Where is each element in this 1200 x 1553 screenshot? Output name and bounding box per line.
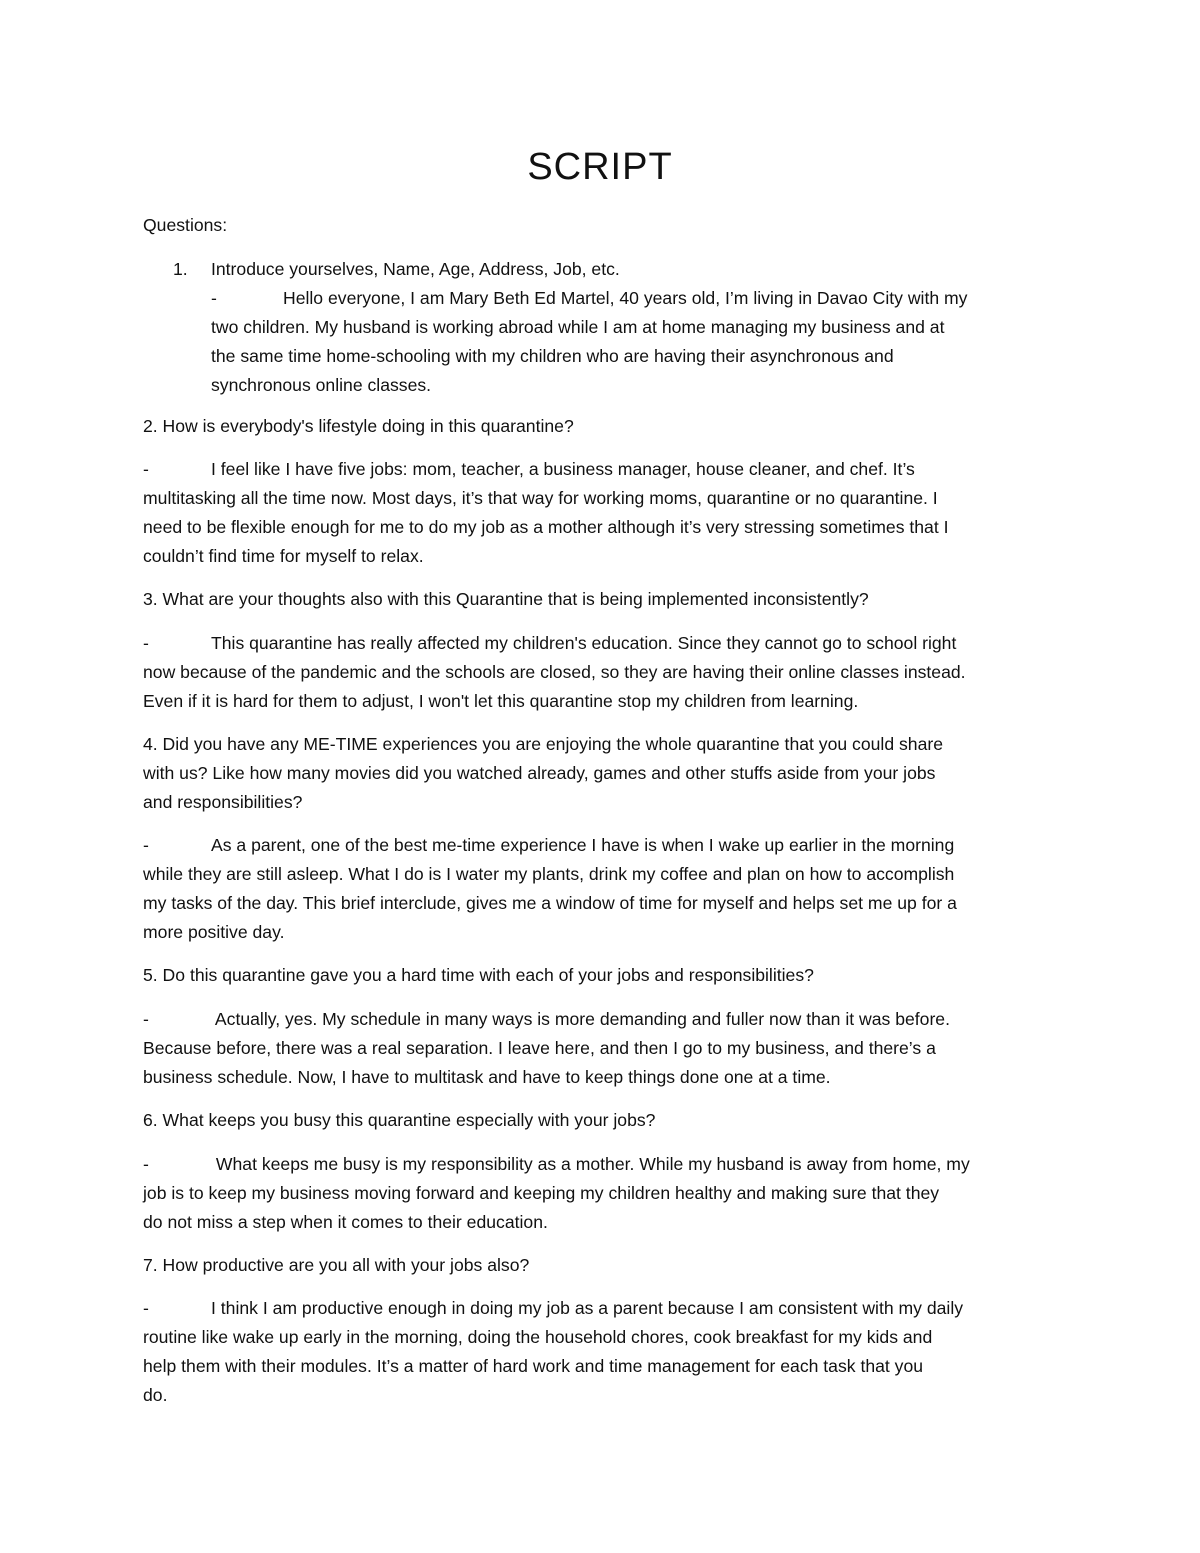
answer-line: need to be flexible enough for me to do my job as a mother although it’s very stressing sometimes that I xyxy=(143,517,949,537)
answer-6 xyxy=(143,1150,1063,1237)
answer-line: help them with their modules. It’s a matter of hard work and time management for each task that you xyxy=(143,1356,924,1376)
question-4 xyxy=(143,730,1063,817)
question-6: 6. What keeps you busy this quarantine especially with your jobs? xyxy=(143,1110,656,1130)
answer-dash: - xyxy=(211,288,217,308)
answer-dash: - xyxy=(143,835,149,855)
answer-line: - This quarantine has really affected my children's education. Since they cannot go to school right xyxy=(143,629,1063,658)
answer-7 xyxy=(143,1294,1063,1410)
question-line: with us? Like how many movies did you watched already, games and other stuffs aside from your jobs xyxy=(143,763,936,783)
answer-dash: - xyxy=(143,1298,149,1318)
answer-4 xyxy=(143,831,1063,947)
answer-line: do. xyxy=(143,1385,168,1405)
answer-dash: - xyxy=(143,1009,149,1029)
answer-line: routine like wake up early in the morning, doing the household chores, cook breakfast for my kids and xyxy=(143,1327,933,1347)
question-line: 4. Did you have any ME-TIME experiences you are enjoying the whole quarantine that you could share xyxy=(143,734,944,754)
answer-line: job is to keep my business moving forward and keeping my children healthy and making sure that they xyxy=(143,1183,940,1203)
question-number: 1. xyxy=(173,259,188,279)
answer-line: while they are still asleep. What I do is I water my plants, drink my coffee and plan on how to accomplish xyxy=(143,864,955,884)
answer-line: - I feel like I have five jobs: mom, teacher, a business manager, house cleaner, and chef. It’s xyxy=(143,455,1063,484)
answer-dash: - xyxy=(143,459,149,479)
answer-line: the same time home-schooling with my children who are having their asynchronous and xyxy=(211,346,894,366)
answer-line: business schedule. Now, I have to multitask and have to keep things done one at a time. xyxy=(143,1067,831,1087)
question-text: Introduce yourselves, Name, Age, Address, Job, etc. xyxy=(211,259,620,279)
answer-1 xyxy=(211,284,967,400)
answer-line: - What keeps me busy is my responsibility as a mother. While my husband is away from home, my xyxy=(143,1150,1063,1179)
question-7: 7. How productive are you all with your jobs also? xyxy=(143,1255,530,1275)
answer-line: - I think I am productive enough in doing my job as a parent because I am consistent with my daily xyxy=(143,1294,1063,1323)
question-1 xyxy=(173,255,620,284)
answer-line: - Actually, yes. My schedule in many ways is more demanding and fuller now than it was before. xyxy=(143,1005,1063,1034)
questions-label: Questions: xyxy=(143,215,228,235)
question-2: 2. How is everybody's lifestyle doing in this quarantine? xyxy=(143,416,574,436)
answer-3 xyxy=(143,629,1063,716)
answer-line: Because before, there was a real separation. I leave here, and then I go to my business, and there’s a xyxy=(143,1038,936,1058)
answer-dash: - xyxy=(143,633,149,653)
question-line: and responsibilities? xyxy=(143,792,303,812)
answer-line: my tasks of the day. This brief interclude, gives me a window of time for myself and helps set me up for a xyxy=(143,893,957,913)
answer-line: two children. My husband is working abroad while I am at home managing my business and at xyxy=(211,317,945,337)
answer-line: synchronous online classes. xyxy=(211,375,432,395)
answer-line: - Hello everyone, I am Mary Beth Ed Martel, 40 years old, I’m living in Davao City with my xyxy=(211,284,967,313)
answer-line: - As a parent, one of the best me-time experience I have is when I wake up earlier in the morning xyxy=(143,831,1063,860)
answer-line: couldn’t find time for myself to relax. xyxy=(143,546,424,566)
document-title: SCRIPT xyxy=(527,146,673,188)
answer-line: Even if it is hard for them to adjust, I won't let this quarantine stop my children from learning. xyxy=(143,691,859,711)
question-5: 5. Do this quarantine gave you a hard time with each of your jobs and responsibilities? xyxy=(143,965,814,985)
answer-line: do not miss a step when it comes to their education. xyxy=(143,1212,548,1232)
answer-5 xyxy=(143,1005,1063,1092)
answer-dash: - xyxy=(143,1154,149,1174)
answer-2 xyxy=(143,455,1063,571)
question-3: 3. What are your thoughts also with this Quarantine that is being implemented inconsistently? xyxy=(143,589,869,609)
answer-line: multitasking all the time now. Most days, it’s that way for working moms, quarantine or no quarantine. I xyxy=(143,488,938,508)
answer-line: more positive day. xyxy=(143,922,285,942)
answer-line: now because of the pandemic and the schools are closed, so they are having their online classes instead. xyxy=(143,662,966,682)
